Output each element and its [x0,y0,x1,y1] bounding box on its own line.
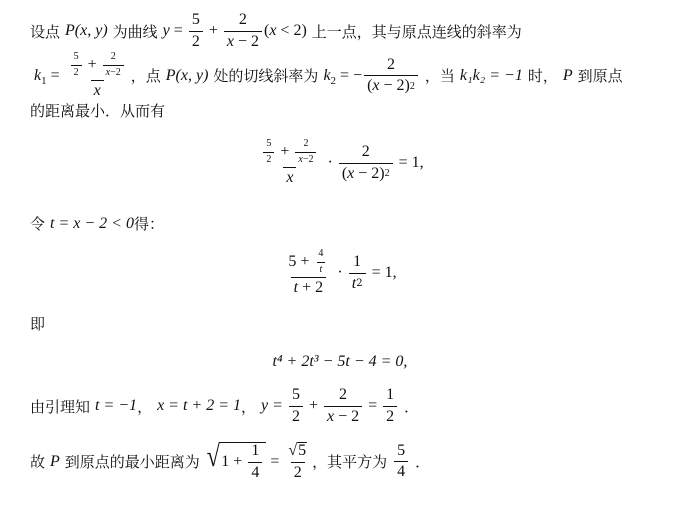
text-by-lemma: 由引理知 [30,397,91,416]
k1-expression: k 1 = $\frac{5}{2}$ + 2 x −2 x [34,52,131,100]
period-1: ． [404,397,420,416]
text-square-is: ，其平方为 [312,453,388,472]
text-therefore: 故 [30,453,46,472]
text-min-distance: 到原点的最小距离为 [64,453,200,472]
y-equals: y = [261,397,283,415]
period-2: ． [415,453,431,472]
point-P-2: P(x, y) [165,66,209,84]
line-substitution [30,213,164,234]
text-to-origin: 到原点 [577,67,623,86]
equation-perpendicular: $\frac{5}{2}$ + 2 x −2 x · 2 ( x − 2) 2 = 1, [0,134,680,192]
equation-in-t: 5 + $\frac{4}{t}$ t + 2 · 1 t 2 = 1, [288,248,397,297]
y-value: y = $\frac{5}{2}$ + 2 x − 2 = $\frac{1}{2}$ [261,387,399,426]
equation-2-rhs: = 1, [371,264,397,281]
line-curve-definition [30,12,522,51]
text-obtain: 得： [133,215,164,233]
separator-1: ， [137,397,153,416]
point-P-4: P [50,452,60,470]
line-min-distance [30,100,165,121]
curve-equation: y = $\frac{5}{2}$ + 2 x − 2 ( x < 2) [162,11,307,50]
perpendicular-condition: k₁k₂ = −1 [459,66,523,84]
text-tangent-slope: 处的切线斜率为 [213,67,319,86]
line-slopes [34,52,623,100]
text-at-time: 时， [527,67,558,86]
line-final-answer [30,442,430,482]
equation-quartic [0,350,680,374]
text-set-point: 设点 [30,22,61,41]
text-slope-to-origin: 上一点，其与原点连线的斜率为 [311,22,522,41]
text-namely: 即 [30,315,46,333]
line-lemma-result [30,387,419,426]
quartic-equation: t⁴ + 2t³ − 5t − 4 = 0, [272,353,408,370]
text-on-curve: 为曲线 [112,22,158,41]
t-value: t = −1 [95,397,138,415]
text-distance-minimal: 的距离最小．从而有 [30,102,166,120]
text-when: ，当 [424,67,455,86]
point-P-3: P [562,66,573,84]
substitution-expression: t = x − 2 < 0 [50,214,134,232]
x-value: x = t + 2 = 1 [157,397,242,415]
point-P: P(x, y) [65,22,108,40]
separator-2: ， [241,397,257,416]
distance-expression: √ 1 + $\frac{1}{4}$ = √ 5 2 [206,440,307,481]
text-let: 令 [30,215,46,233]
squared-distance: $\frac{5}{4}$ [394,443,408,482]
text-point: ，点 [130,67,161,86]
equation-1-rhs: = 1, [398,154,424,171]
line-namely [30,313,45,334]
k2-expression: k 2 = − 2 ( x − 2) 2 [323,57,419,96]
